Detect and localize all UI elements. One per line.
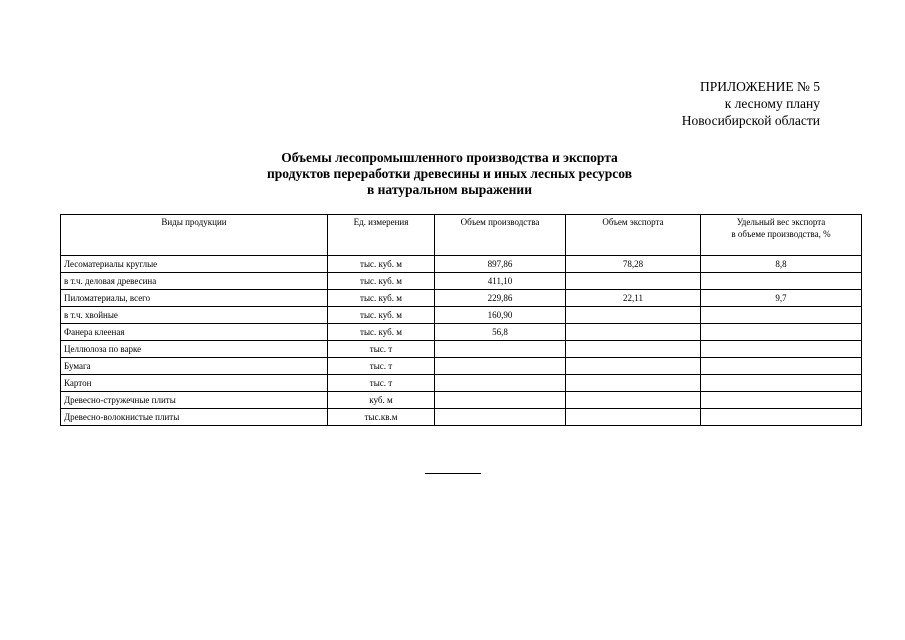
cell-product: Целлюлоза по варке: [61, 341, 328, 358]
table-row: [61, 358, 862, 375]
production-table: [60, 214, 862, 426]
cell-product: Лесоматериалы круглые: [61, 256, 328, 273]
cell-production: [435, 392, 566, 409]
table-row: [61, 392, 862, 409]
cell-unit: тыс. куб. м: [328, 273, 435, 290]
cell-production: [435, 409, 566, 426]
cell-export: [566, 324, 701, 341]
cell-share: [701, 375, 862, 392]
cell-share: [701, 273, 862, 290]
cell-export: [566, 358, 701, 375]
cell-production: 56,8: [435, 324, 566, 341]
cell-product: в т.ч. деловая древесина: [61, 273, 328, 290]
cell-share: [701, 324, 862, 341]
table-row: [61, 409, 862, 426]
cell-unit: тыс. куб. м: [328, 307, 435, 324]
cell-unit: тыс. т: [328, 358, 435, 375]
cell-production: 160,90: [435, 307, 566, 324]
table-row: [61, 290, 862, 307]
cell-production: [435, 358, 566, 375]
header-product: Виды продукции: [61, 215, 328, 256]
cell-export: [566, 392, 701, 409]
cell-share: 9,7: [701, 290, 862, 307]
cell-export: [566, 307, 701, 324]
cell-share: [701, 409, 862, 426]
separator-line: [425, 473, 481, 474]
title-line-3: в натуральном выражении: [366, 182, 532, 197]
header-production: Объем производства: [435, 215, 566, 256]
cell-production: [435, 341, 566, 358]
table-header-row: [61, 215, 862, 256]
cell-export: 22,11: [566, 290, 701, 307]
appendix-number: ПРИЛОЖЕНИЕ № 5: [699, 79, 820, 94]
document-title: [0, 150, 905, 198]
cell-unit: тыс.кв.м: [328, 409, 435, 426]
cell-export: [566, 341, 701, 358]
cell-production: [435, 375, 566, 392]
header-unit: Ед. измерения: [328, 215, 435, 256]
title-line-1: Объемы лесопромышленного производства и экспорта: [281, 150, 618, 165]
header-share-line-2: в объеме производства, %: [731, 229, 831, 239]
cell-product: в т.ч. хвойные: [61, 307, 328, 324]
table-row: [61, 324, 862, 341]
table-row: [61, 273, 862, 290]
table-row: [61, 256, 862, 273]
table-row: [61, 307, 862, 324]
cell-unit: тыс. куб. м: [328, 290, 435, 307]
cell-production: 229,86: [435, 290, 566, 307]
cell-product: Бумага: [61, 358, 328, 375]
cell-unit: тыс. куб. м: [328, 256, 435, 273]
cell-product: Фанера клееная: [61, 324, 328, 341]
cell-unit: куб. м: [328, 392, 435, 409]
cell-export: [566, 375, 701, 392]
cell-product: Древесно-стружечные плиты: [61, 392, 328, 409]
cell-export: 78,28: [566, 256, 701, 273]
cell-unit: тыс. т: [328, 341, 435, 358]
cell-unit: тыс. куб. м: [328, 324, 435, 341]
cell-production: 411,10: [435, 273, 566, 290]
appendix-ref: к лесному плану: [724, 96, 820, 111]
cell-export: [566, 273, 701, 290]
title-line-2: продуктов переработки древесины и иных лесных ресурсов: [267, 166, 632, 181]
cell-product: Древесно-волокнистые плиты: [61, 409, 328, 426]
table-row: [61, 341, 862, 358]
cell-share: 8,8: [701, 256, 862, 273]
cell-export: [566, 409, 701, 426]
cell-share: [701, 358, 862, 375]
cell-share: [701, 307, 862, 324]
appendix-header: [682, 78, 820, 129]
header-share-line-1: Удельный вес экспорта: [736, 217, 826, 227]
cell-product: Пиломатериалы, всего: [61, 290, 328, 307]
cell-share: [701, 392, 862, 409]
table-row: [61, 375, 862, 392]
cell-production: 897,86: [435, 256, 566, 273]
appendix-region: Новосибирской области: [681, 113, 820, 128]
header-export: Объем экспорта: [566, 215, 701, 256]
cell-unit: тыс. т: [328, 375, 435, 392]
header-share: [701, 215, 862, 256]
cell-share: [701, 341, 862, 358]
cell-product: Картон: [61, 375, 328, 392]
